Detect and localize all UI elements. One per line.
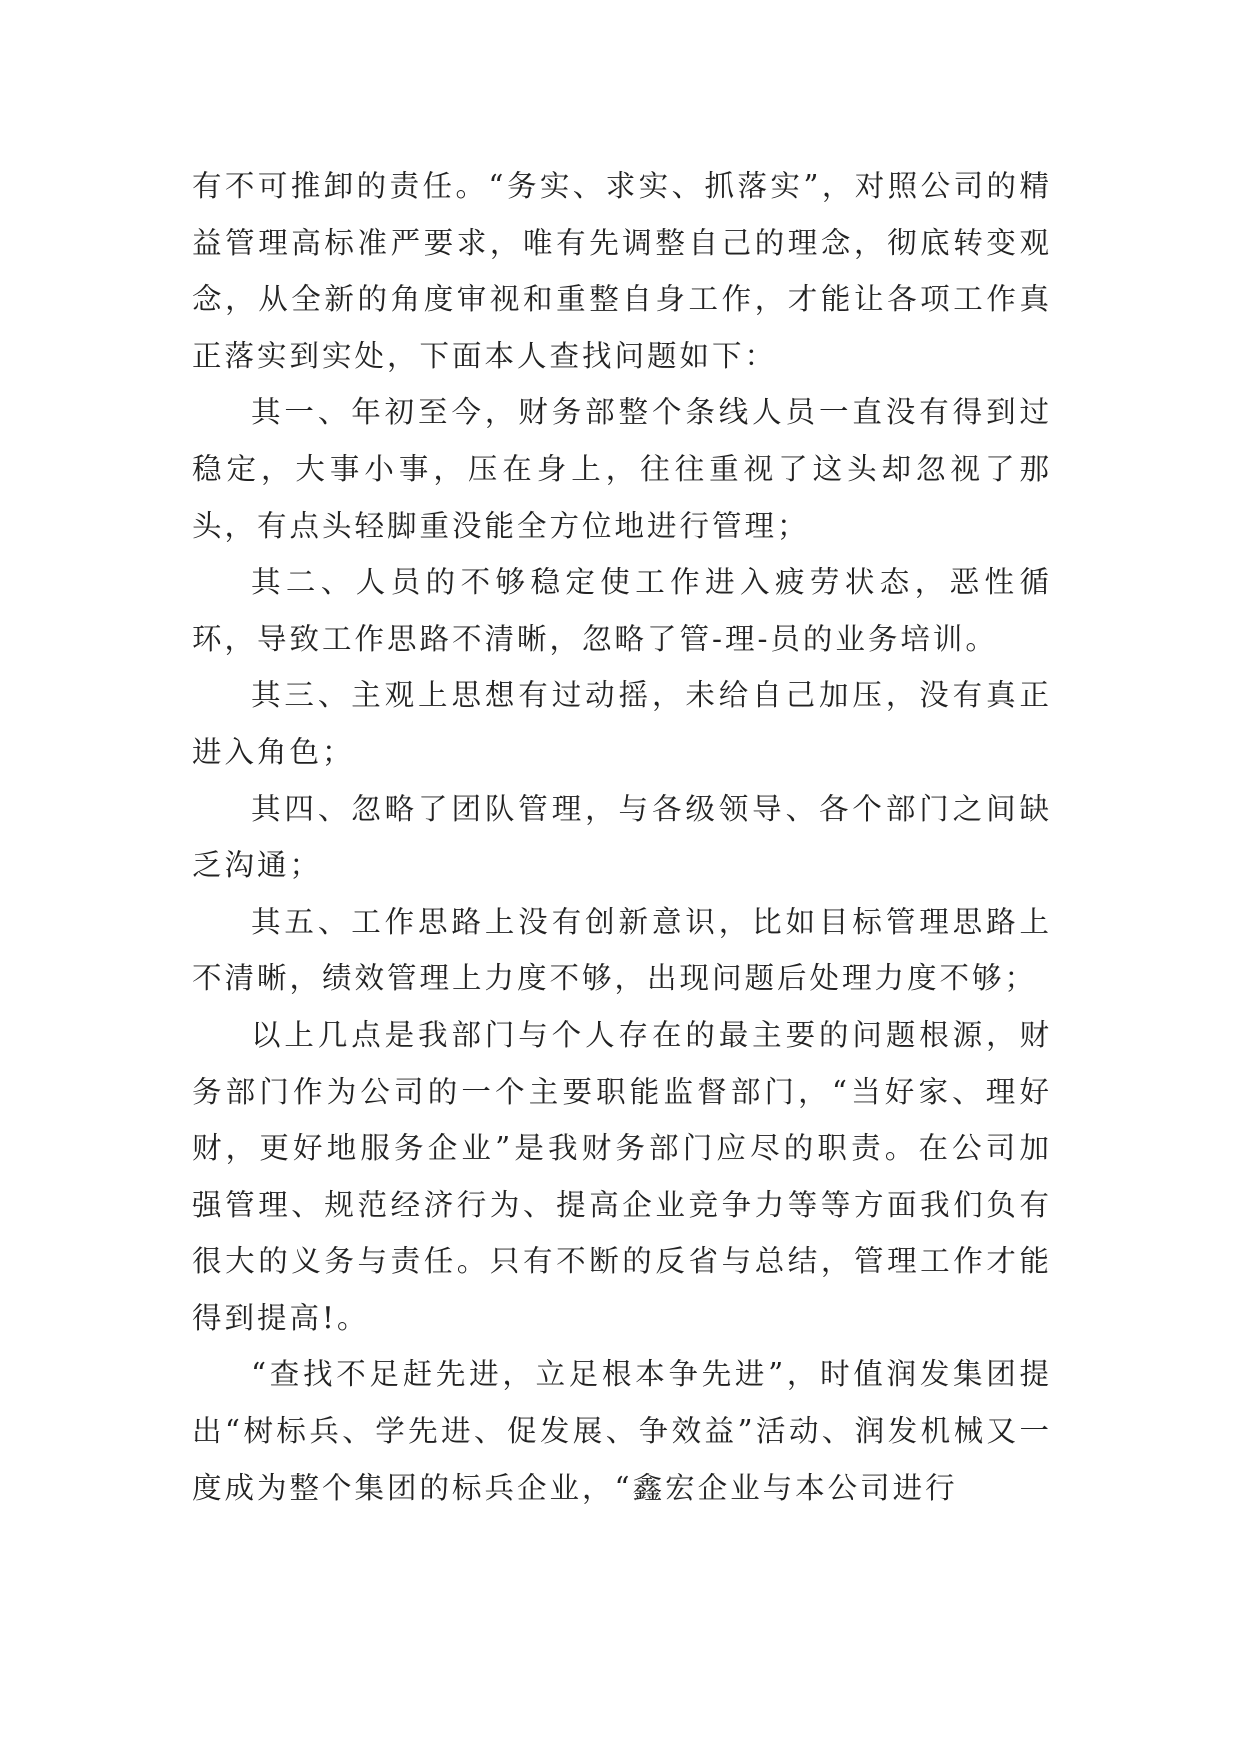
document-body (192, 158, 1052, 1516)
paragraph-campaign: “查找不足赶先进，立足根本争先进”，时值润发集团提出“树标兵、学先进、促发展、争效益”活动、润发机械又一度成为整个集团的标兵企业，“鑫宏企业与本公司进行 (192, 1357, 1052, 1505)
paragraph-problem-2: 其二、人员的不够稳定使工作进入疲劳状态，恶性循环，导致工作思路不清晰，忽略了管-理-员的业务培训。 (192, 565, 1052, 656)
paragraph-continuation: 有不可推卸的责任。“务实、求实、抓落实”，对照公司的精益管理高标准严要求，唯有先调整自己的理念，彻底转变观念，从全新的角度审视和重整自身工作，才能让各项工作真正落实到实处，下面本人查找问题如下： (192, 169, 1052, 373)
paragraph-summary: 以上几点是我部门与个人存在的最主要的问题根源，财务部门作为公司的一个主要职能监督部门，“当好家、理好财，更好地服务企业”是我财务部门应尽的职责。在公司加强管理、规范经济行为、提高企业竞争力等等方面我们负有很大的义务与责任。只有不断的反省与总结，管理工作才能得到提高!。 (192, 1017, 1052, 1335)
paragraph-problem-4: 其四、忽略了团队管理，与各级领导、各个部门之间缺乏沟通； (192, 791, 1052, 883)
paragraph-problem-3: 其三、主观上思想有过动摇，未给自己加压，没有真正进入角色； (192, 678, 1052, 769)
paragraph-problem-1: 其一、年初至今，财务部整个条线人员一直没有得到过稳定，大事小事，压在身上，往往重视了这头却忽视了那头，有点头轻脚重没能全方位地进行管理； (192, 395, 1052, 543)
paragraph-problem-5: 其五、工作思路上没有创新意识，比如目标管理思路上不清晰，绩效管理上力度不够，出现问题后处理力度不够； (192, 904, 1052, 996)
